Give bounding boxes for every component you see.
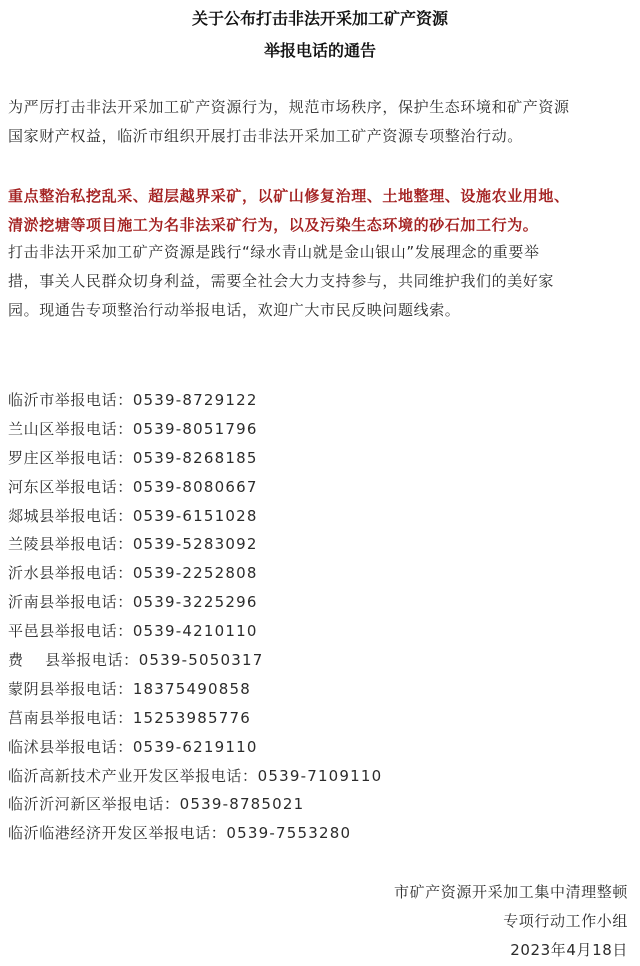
purpose-line-2: 措，事关人民群众切身利益，需要全社会大力支持参与，共同维护我们的美好家 bbox=[8, 272, 555, 290]
hotline-row bbox=[8, 559, 634, 588]
hotline-phone: 0539-7109110 bbox=[257, 766, 383, 785]
hotline-phone: 0539-2252808 bbox=[132, 564, 258, 583]
purpose-line-1: 打击非法开采加工矿产资源是践行“绿水青山就是金山银山”发展理念的重要举 bbox=[8, 243, 540, 261]
hotline-label: 沂南县举报电话： bbox=[8, 593, 133, 612]
hotline-phone: 18375490858 bbox=[132, 679, 251, 698]
hotline-row bbox=[8, 588, 634, 617]
hotline-label: 费 县举报电话： bbox=[8, 651, 139, 670]
hotline-phone: 15253985776 bbox=[132, 708, 251, 727]
hotline-label: 临沭县举报电话： bbox=[8, 737, 133, 756]
key-targets-line-2: 清淤挖塘等项目施工为名非法采矿行为，以及污染生态环境的砂石加工行为。 bbox=[8, 216, 539, 234]
hotline-phone: 0539-7553280 bbox=[226, 824, 352, 843]
hotline-phone: 0539-8785021 bbox=[179, 795, 305, 814]
hotline-label: 莒南县举报电话： bbox=[8, 708, 133, 727]
signature-date: 2023年4月18日 bbox=[510, 941, 628, 959]
notice-title-line-1: 关于公布打击非法开采加工矿产资源 bbox=[191, 9, 448, 28]
hotline-phone: 0539-6151028 bbox=[132, 506, 258, 525]
signature-working-group: 专项行动工作小组 bbox=[503, 912, 628, 930]
hotline-row bbox=[8, 762, 634, 791]
hotline-phone: 0539-5283092 bbox=[132, 535, 258, 554]
key-targets-line-1: 重点整治私挖乱采、超层越界采矿，以矿山修复治理、土地整理、设施农业用地、 bbox=[8, 187, 570, 205]
hotline-row bbox=[8, 819, 634, 848]
hotline-label: 临沂沂河新区举报电话： bbox=[8, 795, 180, 814]
hotline-phone: 0539-8268185 bbox=[132, 448, 258, 467]
hotline-row bbox=[8, 502, 634, 531]
hotline-label: 兰陵县举报电话： bbox=[8, 535, 133, 554]
hotline-label: 临沂高新技术产业开发区举报电话： bbox=[8, 766, 258, 785]
hotline-phone: 0539-3225296 bbox=[132, 593, 258, 612]
hotline-row bbox=[8, 704, 634, 733]
purpose-paragraph bbox=[8, 238, 634, 325]
hotline-phone: 0539-4210110 bbox=[132, 622, 258, 641]
hotline-phone: 0539-8051796 bbox=[132, 419, 258, 438]
hotline-row bbox=[8, 530, 634, 559]
key-targets-paragraph bbox=[8, 182, 634, 240]
intro-line-1: 为严厉打击非法开采加工矿产资源行为，规范市场秩序，保护生态环境和矿产资源 bbox=[8, 98, 570, 116]
hotline-label: 郯城县举报电话： bbox=[8, 506, 133, 525]
hotline-row bbox=[8, 733, 634, 762]
hotline-row bbox=[8, 386, 634, 415]
hotline-row bbox=[8, 473, 634, 502]
hotline-row bbox=[8, 675, 634, 704]
hotline-label: 兰山区举报电话： bbox=[8, 419, 133, 438]
intro-paragraph bbox=[8, 93, 634, 151]
hotline-row bbox=[8, 617, 634, 646]
hotline-row bbox=[8, 415, 634, 444]
intro-line-2: 国家财产权益，临沂市组织开展打击非法开采加工矿产资源专项整治行动。 bbox=[8, 127, 523, 145]
hotline-label: 蒙阴县举报电话： bbox=[8, 679, 133, 698]
hotline-phone: 0539-5050317 bbox=[138, 651, 264, 670]
hotline-row bbox=[8, 790, 634, 819]
hotline-phone: 0539-8729122 bbox=[132, 391, 258, 409]
purpose-line-3: 园。现通告专项整治行动举报电话，欢迎广大市民反映问题线索。 bbox=[8, 301, 461, 319]
notice-title-line-2: 举报电话的通告 bbox=[263, 41, 376, 60]
hotline-row bbox=[8, 444, 634, 473]
signature-organization: 市矿产资源开采加工集中清理整顿 bbox=[393, 883, 628, 901]
hotline-label: 罗庄区举报电话： bbox=[8, 448, 133, 467]
hotline-label: 临沂临港经济开发区举报电话： bbox=[8, 824, 227, 843]
hotline-list bbox=[8, 386, 634, 848]
hotline-label: 平邑县举报电话： bbox=[8, 622, 133, 641]
hotline-label: 河东区举报电话： bbox=[8, 477, 133, 496]
hotline-label: 临沂市举报电话： bbox=[8, 391, 133, 409]
hotline-phone: 0539-6219110 bbox=[132, 737, 258, 756]
hotline-row bbox=[8, 646, 634, 675]
hotline-label: 沂水县举报电话： bbox=[8, 564, 133, 583]
hotline-phone: 0539-8080667 bbox=[132, 477, 258, 496]
